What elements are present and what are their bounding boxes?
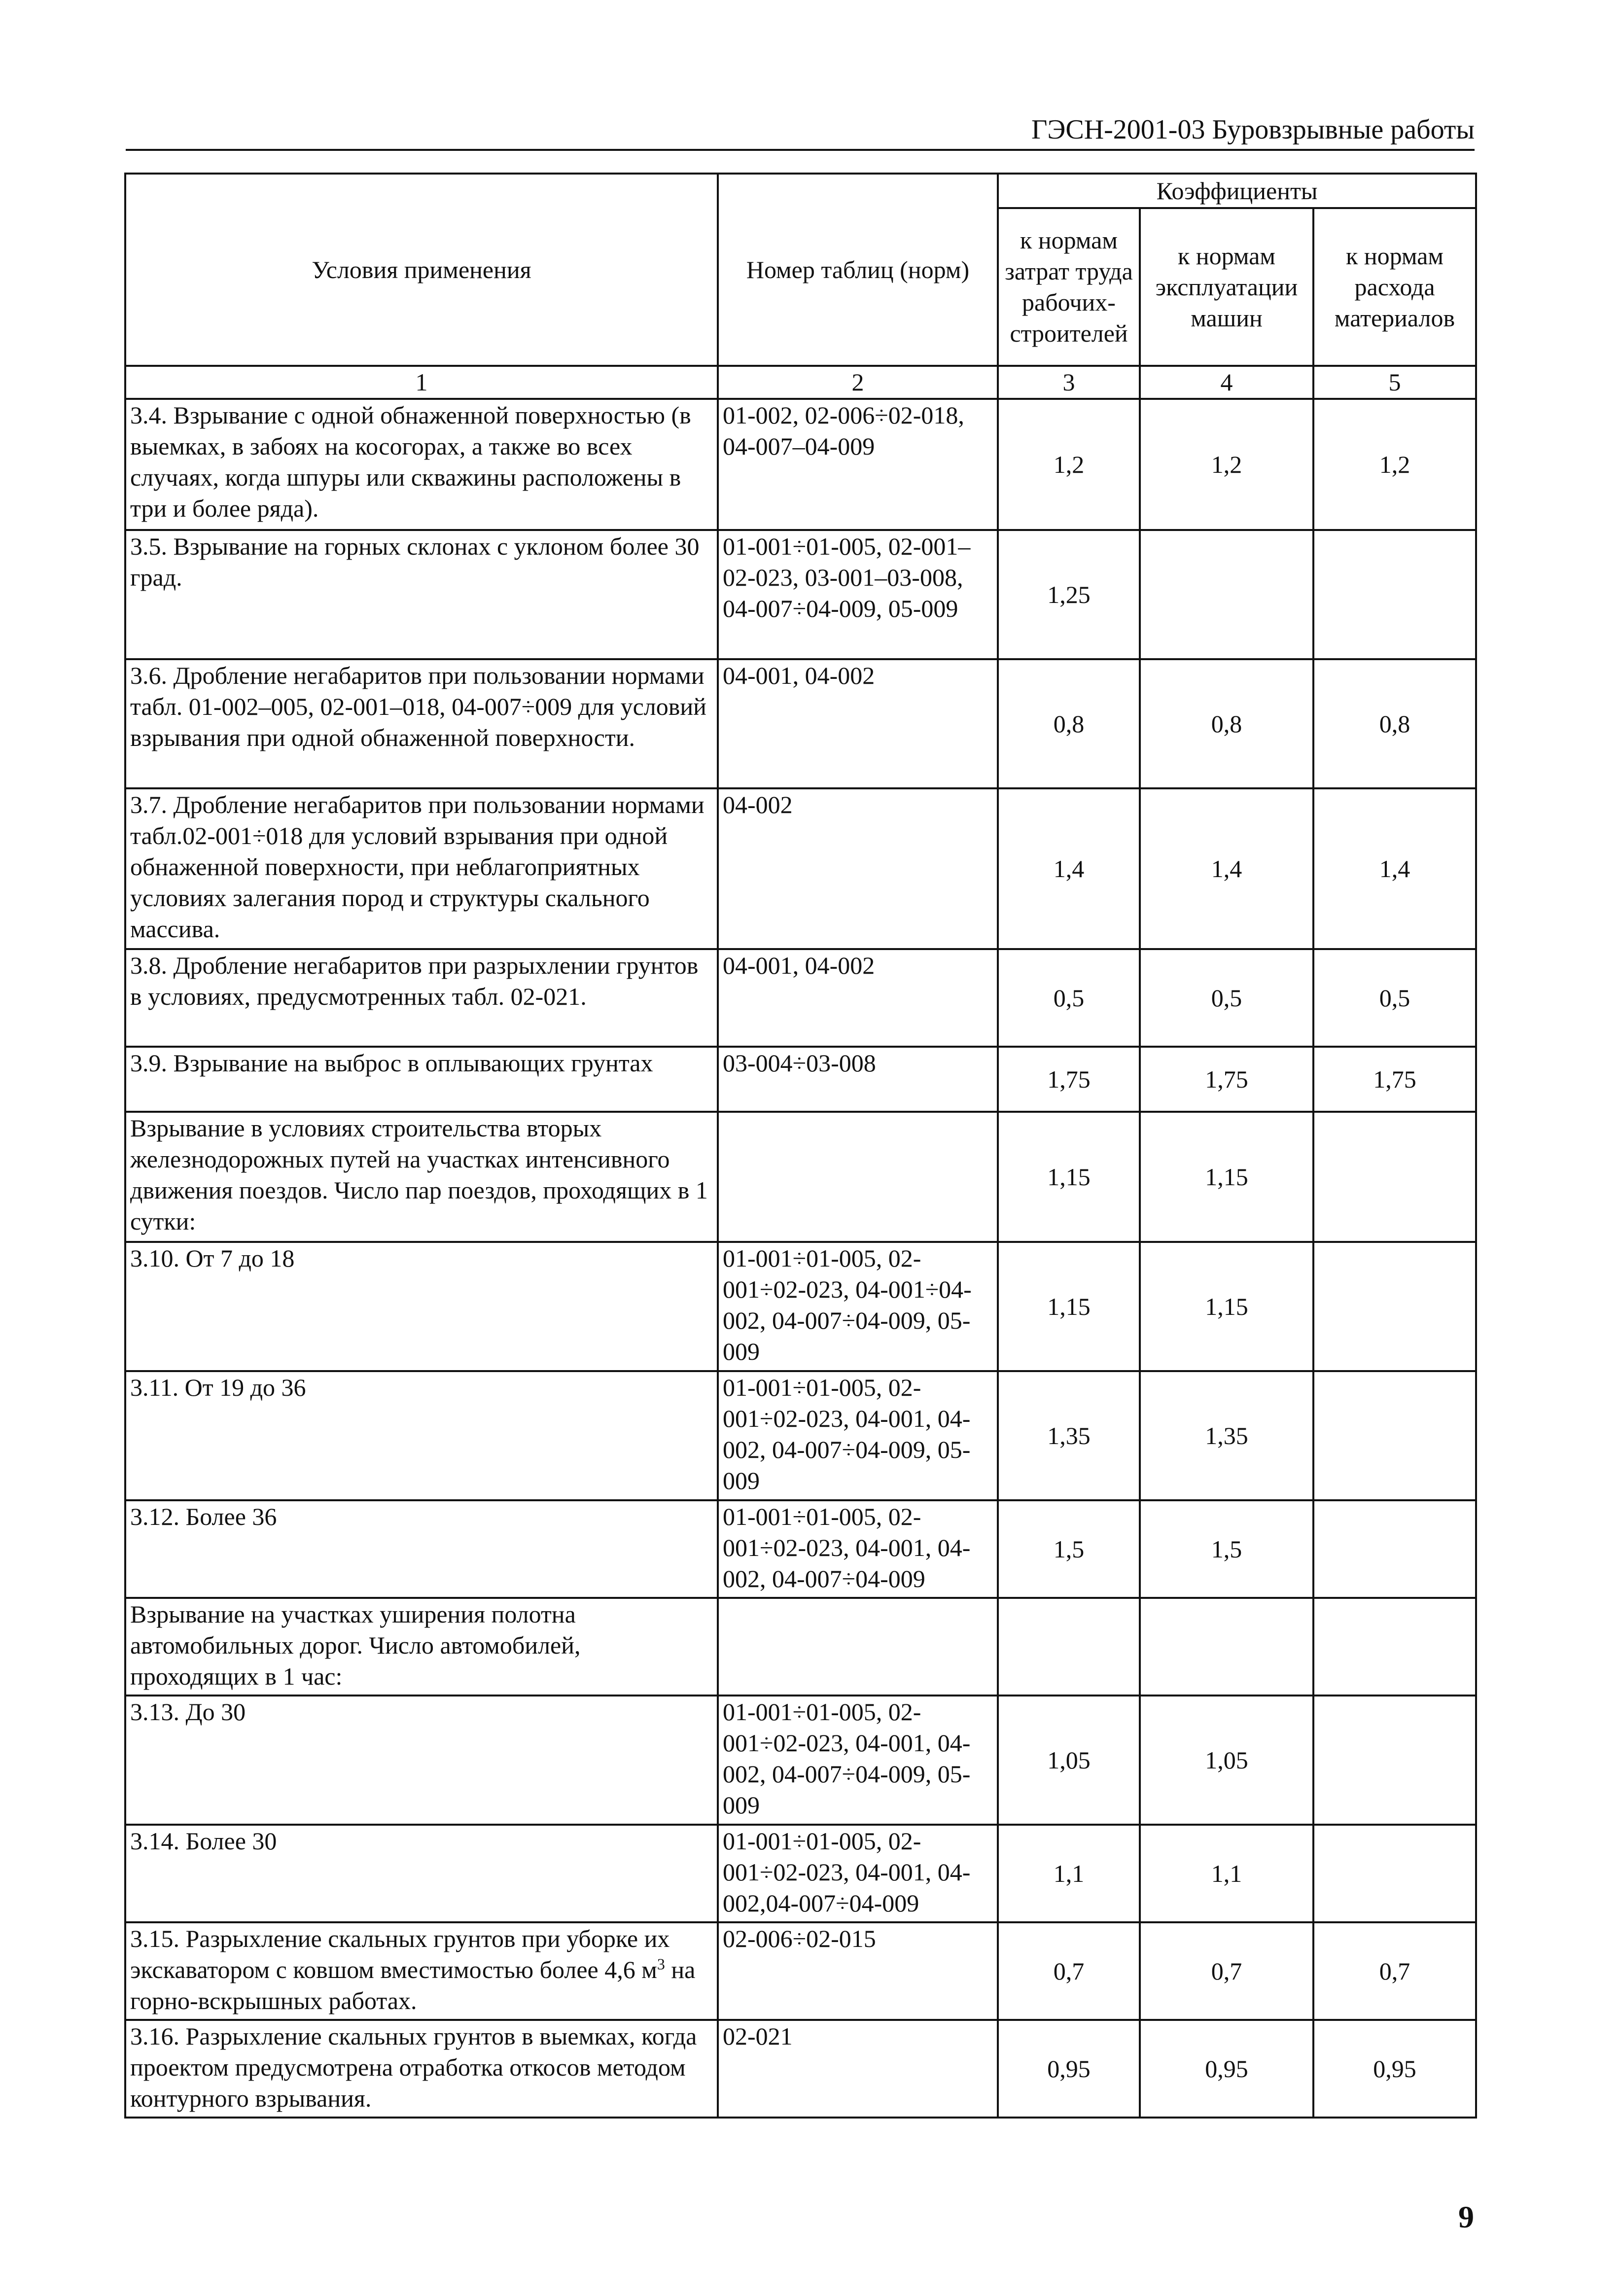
condition-cell: Взрывание на участках уширения полотна автомобильных дорог. Число автомобилей, проходящих в 1 час: [125,1598,718,1696]
table-numbers-cell: 01-001÷01-005, 02-001÷02-023, 04-001, 04-002, 04-007÷04-009 [718,1500,998,1598]
coef-machines-cell: 0,7 [1140,1922,1313,2020]
coef-machines-cell: 1,2 [1140,399,1313,530]
table-numbers-cell: 01-001÷01-005, 02-001÷02-023, 04-001÷04-002, 04-007÷04-009, 05-009 [718,1242,998,1371]
table-row [125,1922,1476,2020]
table-numbers-cell [718,1598,998,1696]
coef-machines-cell: 0,5 [1140,949,1313,1047]
condition-cell: 3.14. Более 30 [125,1825,718,1922]
coef-labor-cell: 1,4 [998,788,1140,949]
coef-materials-cell [1313,530,1476,659]
coef-machines-cell: 0,8 [1140,659,1313,788]
coef-materials-cell: 1,75 [1313,1047,1476,1112]
table-row [125,1242,1476,1371]
coef-labor-cell: 0,95 [998,2020,1140,2118]
table-numbers-cell: 02-006÷02-015 [718,1922,998,2020]
table-row [125,530,1476,659]
coef-materials-cell [1313,1696,1476,1825]
condition-cell: 3.8. Дробление негабаритов при разрыхлении грунтов в условиях, предусмотренных табл. 02-021. [125,949,718,1047]
coef-materials-cell: 1,4 [1313,788,1476,949]
coef-labor-cell: 1,25 [998,530,1140,659]
condition-cell: 3.10. От 7 до 18 [125,1242,718,1371]
coef-labor-cell: 1,05 [998,1696,1140,1825]
coef-labor-cell: 0,5 [998,949,1140,1047]
condition-cell: 3.16. Разрыхление скальных грунтов в выемках, когда проектом предусмотрена отработка откосов методом контурного взрывания. [125,2020,718,2118]
condition-cell [125,1922,718,2020]
coef-materials-cell [1313,1242,1476,1371]
coef-machines-cell: 1,4 [1140,788,1313,949]
condition-cell: 3.5. Взрывание на горных склонах с уклоном более 30 град. [125,530,718,659]
header-machines: к нормам эксплуатации машин [1140,208,1313,366]
column-number: 3 [998,366,1140,399]
coef-materials-cell [1313,1825,1476,1922]
header-materials: к нормам расхода материалов [1313,208,1476,366]
coefficients-table-wrapper [124,173,1475,2119]
coef-labor-cell: 1,15 [998,1112,1140,1242]
coef-machines-cell [1140,530,1313,659]
coef-machines-cell: 1,5 [1140,1500,1313,1598]
page-number: 9 [1458,2199,1474,2234]
coef-labor-cell: 0,7 [998,1922,1140,2020]
table-row [125,659,1476,788]
running-header [126,112,1475,151]
column-number: 5 [1313,366,1476,399]
table-numbers-cell: 01-002, 02-006÷02-018, 04-007–04-009 [718,399,998,530]
column-number-row [125,366,1476,399]
coef-materials-cell: 0,95 [1313,2020,1476,2118]
coef-machines-cell [1140,1598,1313,1696]
table-row [125,788,1476,949]
coef-materials-cell [1313,1112,1476,1242]
table-numbers-cell: 01-001÷01-005, 02-001÷02-023, 04-001, 04-002, 04-007÷04-009, 05-009 [718,1696,998,1825]
condition-cell: 3.9. Взрывание на выброс в оплывающих грунтах [125,1047,718,1112]
table-row [125,1598,1476,1696]
coefficients-table [124,173,1477,2119]
table-row [125,1500,1476,1598]
table-numbers-cell: 04-002 [718,788,998,949]
condition-cell: 3.6. Дробление негабаритов при пользовании нормами табл. 01-002–005, 02-001–018, 04-007÷009 для условий взрывания при одной обнаженной поверхности. [125,659,718,788]
table-row [125,399,1476,530]
header-conditions: Условия применения [125,174,718,366]
table-row [125,1825,1476,1922]
table-numbers-cell [718,1112,998,1242]
coef-labor-cell: 1,5 [998,1500,1140,1598]
column-number: 4 [1140,366,1313,399]
table-numbers-cell: 03-004÷03-008 [718,1047,998,1112]
table-numbers-cell: 02-021 [718,2020,998,2118]
coef-labor-cell: 1,15 [998,1242,1140,1371]
table-row [125,2020,1476,2118]
column-number: 1 [125,366,718,399]
superscript-exponent: 3 [657,1955,665,1973]
table-row [125,1047,1476,1112]
coef-labor-cell: 1,1 [998,1825,1140,1922]
condition-cell: 3.12. Более 36 [125,1500,718,1598]
coef-labor-cell: 1,75 [998,1047,1140,1112]
coef-labor-cell: 1,35 [998,1371,1140,1500]
table-numbers-cell: 04-001, 04-002 [718,659,998,788]
coef-materials-cell: 0,7 [1313,1922,1476,2020]
coef-machines-cell: 1,15 [1140,1112,1313,1242]
condition-cell: 3.4. Взрывание с одной обнаженной поверхностью (в выемках, в забоях на косогорах, а также во всех случаях, когда шпуры или скважины расположены в три и более ряда). [125,399,718,530]
condition-text: на горно-вскрышных работах. [130,1956,696,2014]
table-row [125,949,1476,1047]
table-numbers-cell: 01-001÷01-005, 02-001÷02-023, 04-001, 04-002, 04-007÷04-009, 05-009 [718,1371,998,1500]
table-numbers-cell: 01-001÷01-005, 02-001–02-023, 03-001–03-008, 04-007÷04-009, 05-009 [718,530,998,659]
condition-cell: 3.7. Дробление негабаритов при пользовании нормами табл.02-001÷018 для условий взрывания при одной обнаженной поверхности, при неблагоприятных условиях залегания пород и структуры скального массива. [125,788,718,949]
coef-materials-cell: 1,2 [1313,399,1476,530]
condition-cell: 3.13. До 30 [125,1696,718,1825]
coef-labor-cell [998,1598,1140,1696]
header-coefficients: Коэффициенты [998,174,1476,208]
table-numbers-cell: 04-001, 04-002 [718,949,998,1047]
coef-materials-cell [1313,1371,1476,1500]
coef-materials-cell: 0,8 [1313,659,1476,788]
coef-materials-cell [1313,1598,1476,1696]
column-number: 2 [718,366,998,399]
header-table-numbers: Номер таблиц (норм) [718,174,998,366]
coef-materials-cell: 0,5 [1313,949,1476,1047]
table-row [125,1696,1476,1825]
condition-cell: Взрывание в условиях строительства вторых железнодорожных путей на участках интенсивного движения поездов. Число пар поездов, проходящих в 1 сутки: [125,1112,718,1242]
coef-machines-cell: 1,35 [1140,1371,1313,1500]
coef-materials-cell [1313,1500,1476,1598]
coef-machines-cell: 1,75 [1140,1047,1313,1112]
coef-machines-cell: 1,1 [1140,1825,1313,1922]
coef-machines-cell: 0,95 [1140,2020,1313,2118]
table-numbers-cell: 01-001÷01-005, 02-001÷02-023, 04-001, 04-002,04-007÷04-009 [718,1825,998,1922]
coef-machines-cell: 1,15 [1140,1242,1313,1371]
coef-labor-cell: 1,2 [998,399,1140,530]
coef-labor-cell: 0,8 [998,659,1140,788]
condition-cell: 3.11. От 19 до 36 [125,1371,718,1500]
coef-machines-cell: 1,05 [1140,1696,1313,1825]
document-title: ГЭСН-2001-03 Буровзрывные работы [1031,114,1475,145]
header-labor: к нормам затрат труда рабочих-строителей [998,208,1140,366]
table-row [125,1371,1476,1500]
header-row-1 [125,174,1476,208]
condition-text: 3.15. Разрыхление скальных грунтов при уборке их экскаватором с ковшом вместимостью более 4,6 м [130,1925,670,1983]
table-row [125,1112,1476,1242]
